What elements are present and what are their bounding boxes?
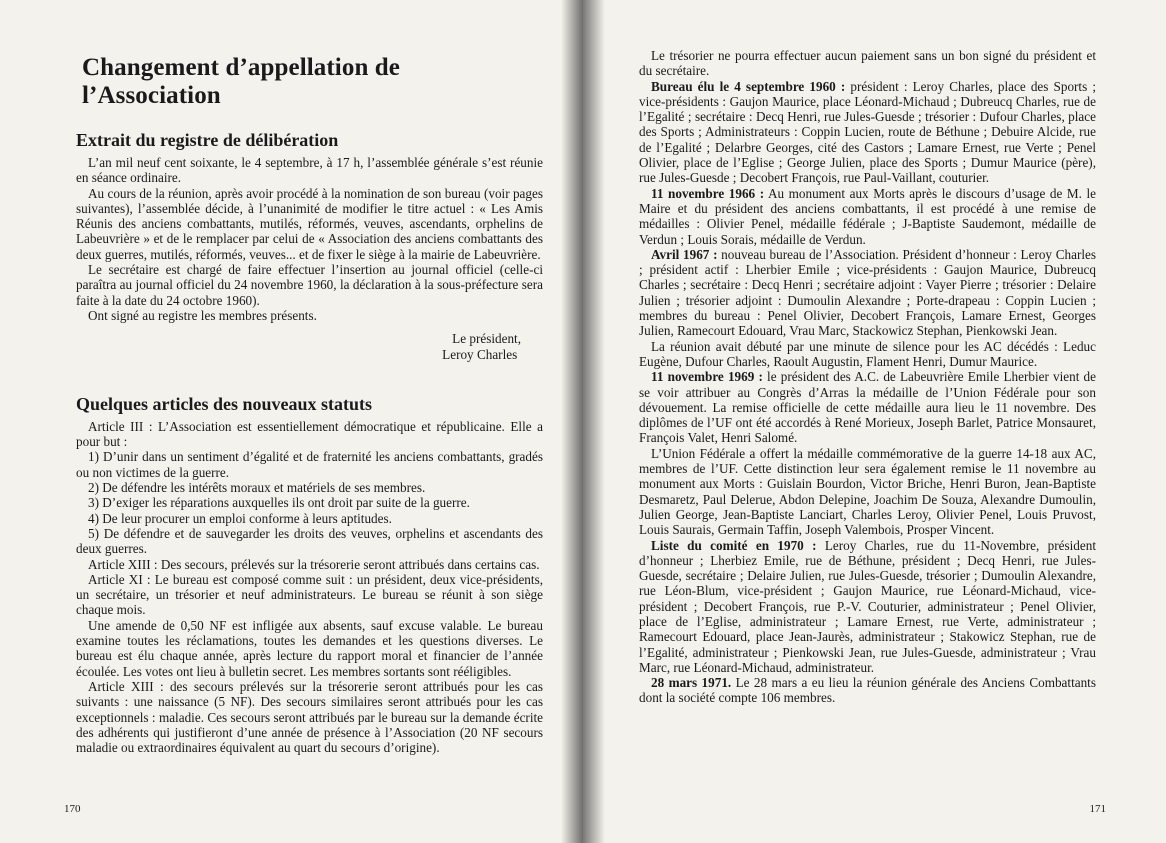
page-number-left: 170	[64, 803, 81, 815]
page-title: Changement d’appellation de l’Association	[82, 54, 401, 109]
paragraph: 3) D’exiger les réparations auxquelles ils ont droit par suite de la guerre.	[88, 495, 470, 511]
page-number-right: 171	[1089, 803, 1106, 815]
paragraph: 1) D’unir dans un sentiment d’égalité et de fraternité les anciens combattants, gradés ou non victimes de la guerre.	[76, 449, 543, 480]
paragraph-lead: 11 novembre 1966 :	[651, 185, 765, 201]
paragraph: Article XIII : Des secours, prélevés sur la trésorerie seront attribués dans certains cas.	[88, 556, 540, 572]
paragraph-lead: Liste du comité en 1970 :	[651, 537, 817, 553]
gutter-shadow-right	[583, 0, 605, 843]
paragraph: Article XI : Le bureau est composé comme suit : un président, deux vice-présidents, un secrétaire, un trésorier et neuf administrateurs. Le bureau se réunit à son siège chaque mois.	[76, 571, 543, 618]
paragraph: L’an mil neuf cent soixante, le 4 septembre, à 17 h, l’assemblée générale s’est réunie en séance ordinaire.	[76, 155, 543, 186]
paragraph: Bureau élu le 4 septembre 1960 : président : Leroy Charles, place des Sports ; vice-présidents : Gaujon Maurice, place Léonard-Michaud ; Dubreucq Charles, rue de l’Egalité ; secrétaire : Decq Henri, rue Jules-Guesde ; trésorier : Dufour Charles, place des Sports ; Administrateurs : Coppin Lucien, route de Béthune ; Debuire Alcide, rue de l’Egalité ; Delarbre Georges, cité des Castors ; Lamare Ernest, rue Verte ; Penel Olivier, place de l’Eglise ; George Julien, place des Sports ; Dumur Maurice (père), rue Jules-Guesde ; Decobert François, rue Paul-Vaillant, couturier.	[639, 78, 1097, 186]
paragraph: 28 mars 1971. Le 28 mars a eu lieu la réunion générale des Anciens Combattants dont la société compte 106 membres.	[639, 675, 1096, 706]
paragraph: Liste du comité en 1970 : Leroy Charles, rue du 11-Novembre, président d’honneur ; Lherbiez Emile, rue de Béthune, président ; Decq Henri, rue Jules-Guesde, secrétaire ; Delaire Julien, rue Jules-Guesde, trésorier ; Dumoulin Alexandre, rue Léon-Blum, vice-président ; Gaujon Maurice, rue Léonard-Michaud, vice-président ; Decobert François, rue P.-V. Couturier, administrateur ; Penel Olivier, place de l’Eglise, administrateur ; Lamare Ernest, rue Verte, administrateur ; Ramecourt Edouard, place Jean-Jaurès, administrateur ; Stakowicz Stephan, rue de l’Egalité, administrateur ; Pienkowski Jean, rue Jules-Guesde, administrateur ; Vrau Marc, rue Léonard-Michaud, administrateur.	[639, 537, 1096, 675]
paragraph: 5) De défendre et de sauvegarder les droits des veuves, orphelins et ascendants des deux guerres.	[76, 525, 543, 557]
paragraph: Une amende de 0,50 NF est infligée aux absents, sauf excuse valable. Le bureau examine toutes les réclamations, toutes les demandes et les questions diverses. Le bureau est élu chaque année, après lecture du rapport moral et financier de l’année écoulée. Les votes ont lieu à bulletin secret. Les membres sortants sont rééligibles.	[76, 617, 543, 679]
paragraph: 4) De leur procurer un emploi conforme à leurs aptitudes.	[88, 510, 392, 526]
paragraph-lead: Avril 1967 :	[651, 246, 718, 262]
section-statuts-body	[76, 419, 543, 756]
paragraph: La réunion avait débuté par une minute de silence pour les AC décédés : Leduc Eugène, Dufour Charles, Raoult Augustin, Flament Henri, Dumur Maurice.	[639, 338, 1096, 369]
signature-name: Leroy Charles	[442, 346, 518, 362]
paragraph: Article XIII : des secours prélevés sur la trésorerie seront attribués pour les cas suivants : une naissance (5 NF). Des secours similaires seront attribués pour les cas exceptionnels : maladie. Ces secours seront attribués par le bureau sur la demande écrite des adhérents qui justifieront d’une année de présence à l’Association (20 NF secours maladie ou extraordinaires équivalent au quart du secours d’origine).	[76, 678, 543, 756]
paragraph: Au cours de la réunion, après avoir procédé à la nomination de son bureau (voir pages suivantes), l’assemblée décide, à l’unanimité de modifier le titre actuel : « Les Amis Réunis des anciens combattants, mutilés, réformés, veuves, ascendants, orphelins de Labeuvrière » et de le remplacer par celui de « Association des anciens combattants des deux guerres, mutilés, réformés, veuves... et de fixer le siège à la mairie de Labeuvrière.	[76, 185, 543, 262]
right-page-body	[639, 44, 1096, 706]
paragraph: L’Union Fédérale a offert la médaille commémorative de la guerre 14-18 aux AC, membres de l’UF. Cette distinction leur sera également remise le 11 novembre au monument aux Morts : Guislain Bourdon, Victor Briche, Henri Buron, Jean-Baptiste Desmaretz, Paul Delerue, Abdon Delepine, Joachim De Souza, Alexandre Dumoulin, Julien George, Jean-Baptiste Lanciart, Charles Leroy, Olivier Penel, Louis Pruvost, Louis Saurais, Germain Taffin, Joseph Valembois, Prosper Vincent.	[639, 445, 1096, 538]
paragraph: 11 novembre 1966 : Au monument aux Morts après le discours d’usage de M. le Maire et du président des anciens combattants, il est procédé à une remise de médailles : Olivier Penel, médaille fédérale ; J-Baptiste Saudemont, médaille de Verdun ; Louis Sorais, médaille de Verdun.	[639, 185, 1097, 247]
section-heading-statuts: Quelques articles des nouveaux statuts	[76, 393, 373, 414]
paragraph: Avril 1967 : nouveau bureau de l’Association. Président d’honneur : Leroy Charles ; président actif : Lherbier Emile ; vice-présidents : Gaujon Maurice, Dubreucq Charles ; secrétaire : Decq Henri ; secrétaire adjoint : Vayer Pierre ; trésorier : Delaire Julien ; trésorier adjoint : Dumoulin Alexandre ; Porte-drapeau : Coppin Lucien ; membres du bureau : Penel Olivier, Decobert François, Lamare Ernest, Georges Julien, Ramecourt Edouard, Vrau Marc, Stackowicz Stephan, Pienkowski Jean.	[639, 246, 1096, 339]
signature-role: Le président,	[452, 331, 521, 347]
paragraph: Le trésorier ne pourra effectuer aucun paiement sans un bon signé du président et du secrétaire.	[639, 48, 1096, 79]
paragraph-lead: Bureau élu le 4 septembre 1960 :	[651, 78, 846, 94]
paragraph: 11 novembre 1969 : le président des A.C. de Labeuvrière Emile Lherbier vient de se voir attribuer au Congrès d’Arras la médaille de l’Union Fédérale pour son dévouement. La remise officielle de cette médaille aura lieu le 11 novembre. Des diplômes de l’UF ont été accordés à René Morieux, Joseph Barlet, Patrice Monsauret, François Valet, Henri Salomé.	[639, 369, 1096, 446]
section-registre-body	[76, 155, 543, 323]
paragraph: Article III : L’Association est essentiellement démocratique et républicaine. Elle a pour but :	[76, 418, 543, 450]
signature-block	[76, 331, 543, 362]
paragraph: 2) De défendre les intérêts moraux et matériels de ses membres.	[88, 480, 426, 496]
paragraph-lead: 28 mars 1971.	[651, 675, 732, 691]
paragraph: Le secrétaire est chargé de faire effectuer l’insertion au journal officiel (celle-ci paraîtra au journal officiel du 24 novembre 1960, la déclaration à la sous-préfecture sera faite à la date du 24 octobre 1960).	[76, 262, 543, 308]
right-page	[583, 0, 1166, 843]
paragraph-lead: 11 novembre 1969 :	[651, 369, 763, 385]
section-heading-registre: Extrait du registre de délibération	[76, 130, 339, 150]
paragraph: Ont signé au registre les membres présents.	[88, 307, 317, 323]
gutter-shadow-left	[561, 0, 583, 843]
